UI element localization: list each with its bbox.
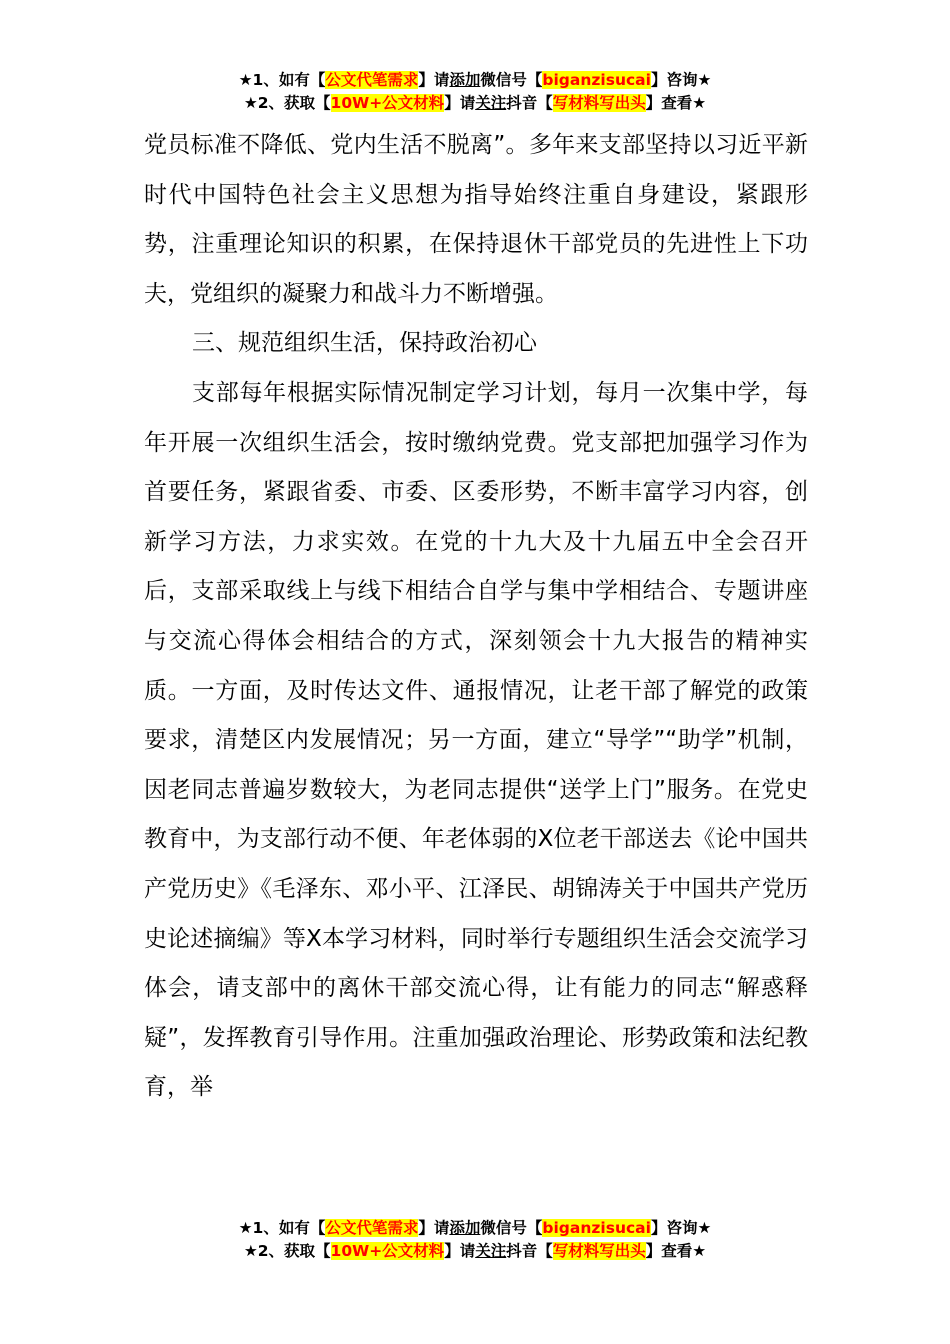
underlined-text: 关注: [475, 1242, 507, 1260]
star-icon: ★: [243, 94, 258, 112]
document-body: [144, 121, 808, 1113]
banner-text: 微信号【: [480, 71, 543, 89]
star-icon: ★: [238, 71, 253, 89]
paragraph: 支部每年根据实际情况制定学习计划，每月一次集中学，每年开展一次组织生活会，按时缴纳党费。党支部把加强学习作为首要任务，紧跟省委、市委、区委形势，不断丰富学习内容，创新学习方法，力求实效。在党的十九大及十九届五中全会召开后，支部采取线上与线下相结合自学与集中学相结合、专题讲座与交流心得体会相结合的方式，深刻领会十九大报告的精神实质。一方面，及时传达文件、通报情况，让老干部了解党的政策要求，清楚区内发展情况；另一方面，建立“导学”“助学”机制，因老同志普遍岁数较大，为老同志提供“送学上门”服务。在党史教育中，为支部行动不便、年老体弱的X位老干部送去《论中国共产党历史》《毛泽东、邓小平、江泽民、胡锦涛关于中国共产党历史论述摘编》等X本学习材料，同时举行专题组织生活会交流学习体会，请支部中的离休干部交流心得，让有能力的同志“解惑释疑”，发挥教育引导作用。注重加强政治理论、形势政策和法纪教育，举: [144, 379, 808, 1101]
highlight-text: 公文代笔需求: [325, 1219, 419, 1237]
banner-text: 微信号【: [480, 1219, 543, 1237]
banner-text: 2、获取【: [257, 1242, 331, 1260]
banner-text: 】请: [418, 71, 450, 89]
banner-text: 1、如有【: [252, 71, 326, 89]
paragraph: 党员标准不降低、党内生活不脱离”。多年来支部坚持以习近平新时代中国特色社会主义思想为指导始终注重自身建设，紧跟形势，注重理论知识的积累，在保持退休干部党员的先进性上下功夫，党组织的凝聚力和战斗力不断增强。: [144, 132, 808, 307]
banner-line-1: [0, 69, 950, 92]
banner-line-1: [0, 1217, 950, 1240]
highlight-text: 10W+公文材料: [330, 94, 445, 112]
star-icon: ★: [692, 1242, 707, 1260]
banner-text: 】请: [418, 1219, 450, 1237]
banner-text: 抖音【: [506, 1242, 553, 1260]
section-heading: 三、规范组织生活，保持政治初心: [192, 330, 537, 357]
star-icon: ★: [697, 71, 712, 89]
banner-line-2: [0, 92, 950, 115]
highlight-text: biganzisucai: [542, 1219, 651, 1237]
banner-text: 】咨询: [650, 71, 698, 89]
underlined-text: 关注: [475, 94, 507, 112]
star-icon: ★: [238, 1219, 253, 1237]
banner-text: 】请: [444, 1242, 476, 1260]
underlined-text: 添加: [449, 1219, 481, 1237]
banner-text: 】请: [444, 94, 476, 112]
highlight-text: 写材料写出头: [552, 94, 646, 112]
banner-text: 抖音【: [506, 94, 553, 112]
star-icon: ★: [692, 94, 707, 112]
highlight-text: 写材料写出头: [552, 1242, 646, 1260]
highlight-text: 10W+公文材料: [330, 1242, 445, 1260]
banner-text: 】查看: [645, 1242, 693, 1260]
highlight-text: biganzisucai: [542, 71, 651, 89]
banner-text: 2、获取【: [257, 94, 331, 112]
banner-line-2: [0, 1240, 950, 1263]
footer-banner: [0, 1217, 950, 1263]
highlight-text: 公文代笔需求: [325, 71, 419, 89]
star-icon: ★: [243, 1242, 258, 1260]
banner-text: 】咨询: [650, 1219, 698, 1237]
header-banner: [0, 69, 950, 115]
banner-text: 1、如有【: [252, 1219, 326, 1237]
star-icon: ★: [697, 1219, 712, 1237]
banner-text: 】查看: [645, 94, 693, 112]
underlined-text: 添加: [449, 71, 481, 89]
